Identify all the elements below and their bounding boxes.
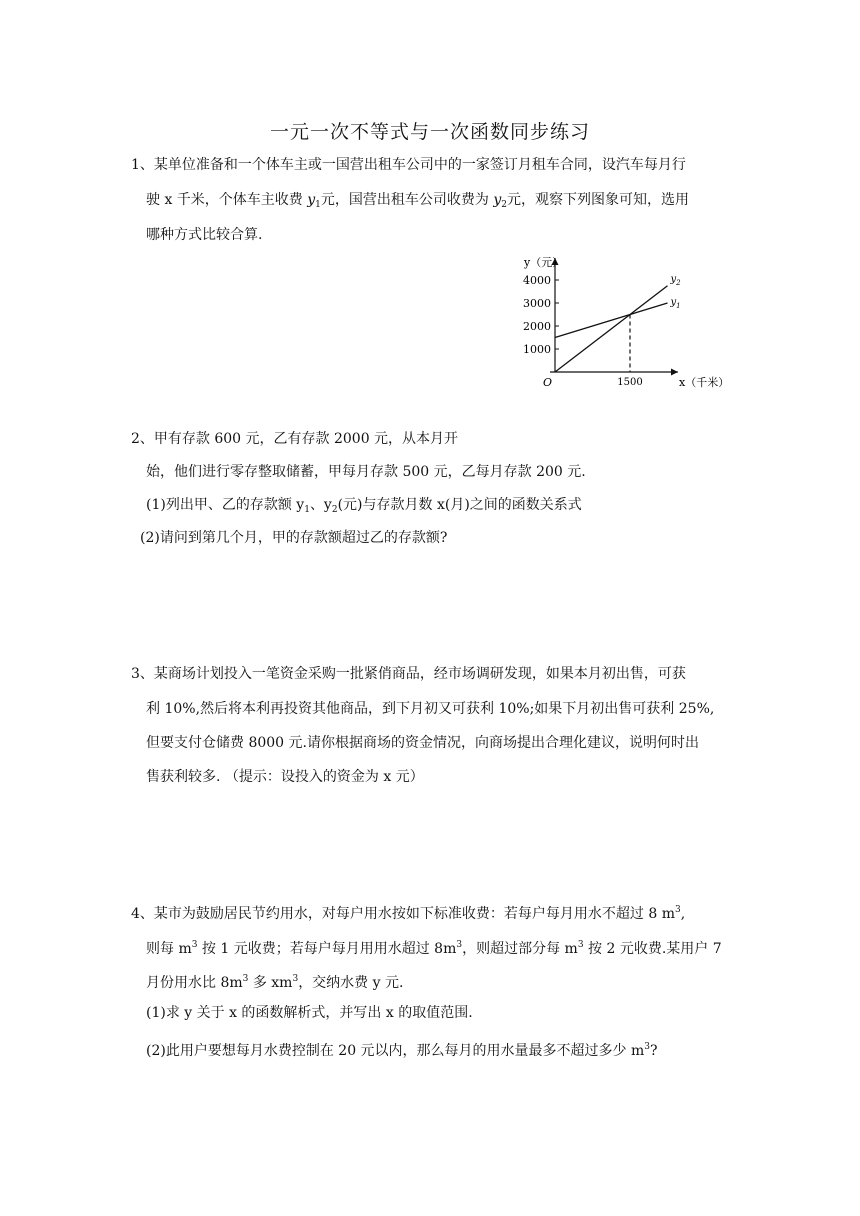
- q2-line-1: 2、甲有存款 600 元，乙有存款 2000 元，从本月开: [131, 431, 459, 447]
- page-title: 一元一次不等式与一次函数同步练习: [269, 121, 590, 143]
- y-axis-label: y（元）: [524, 256, 564, 269]
- series-label-y1: $y_1$: [670, 297, 681, 310]
- q4-line-4: (1)求 y 关于 x 的函数解析式，并写出 x 的取值范围.: [146, 1005, 473, 1021]
- q4-line-2: 则每 $m^3$ 按 1 元收费；若每户每月用用水超过 $8m^3$，则超过部分每 $m^3$ 按 2 元收费.某用户 7: [146, 940, 722, 957]
- y-tick-label-1000: 1000: [523, 343, 551, 356]
- q1-line-3: 哪种方式比较合算.: [146, 227, 263, 243]
- q2-line-2: 始，他们进行零存整取储蓄，甲每月存款 500 元，乙每月存款 200 元.: [146, 464, 586, 480]
- q3-line-3: 但要支付仓储费 8000 元.请你根据商场的资金情况，向商场提出合理化建议，说明何时出: [146, 735, 699, 751]
- x-tick-label-1500: 1500: [617, 377, 643, 388]
- q4-line-3: 月份用水比 $8m^3$ 多 $xm^3$，交纳水费 y 元.: [146, 974, 404, 991]
- q3-line-4: 售获利较多. （提示：设投入的资金为 x 元）: [146, 769, 424, 785]
- q3-line-2: 利 10%,然后将本利再投资其他商品，到下月初又可获利 10%;如果下月初出售可获利 25%,: [146, 701, 715, 717]
- y-tick-label-3000: 3000: [523, 297, 551, 310]
- series-line-y2: [555, 286, 668, 372]
- q2-line-4: (2)请问到第几个月，甲的存款额超过乙的存款额?: [140, 530, 448, 546]
- y-tick-label-2000: 2000: [523, 320, 551, 333]
- series-line-y1: [555, 303, 668, 338]
- q2-line-3: (1)列出甲、乙的存款额 $y_1$、$y_2$(元)与存款月数 x(月)之间的函数关系式: [146, 497, 582, 515]
- series-label-y2: $y_2$: [670, 273, 681, 287]
- q4-line-1: 4、某市为鼓励居民节约用水，对每户用水按如下标准收费：若每户每月用水不超过 8 $m^3$,: [131, 905, 686, 922]
- q1-line-1: 1、某单位准备和一个体车主或一国营出租车公司中的一家签订月租车合同，设汽车每月行: [131, 157, 686, 173]
- cost-chart: [510, 250, 735, 395]
- q1-line-2: 驶 x 千米，个体车主收费 $y_1$元，国营出租车公司收费为 $y_2$元，观察下列图象可知，选用: [146, 192, 690, 210]
- y-tick-label-4000: 4000: [523, 274, 551, 287]
- q3-line-1: 3、某商场计划投入一笔资金采购一批紧俏商品，经市场调研发现，如果本月初出售，可获: [131, 666, 686, 682]
- origin-label: O: [543, 376, 553, 389]
- x-axis-label: x（千米）: [679, 376, 730, 389]
- q4-line-5: (2)此用户要想每月水费控制在 20 元以内，那么每月的用水量最多不超过多少 $m^3$?: [146, 1042, 658, 1059]
